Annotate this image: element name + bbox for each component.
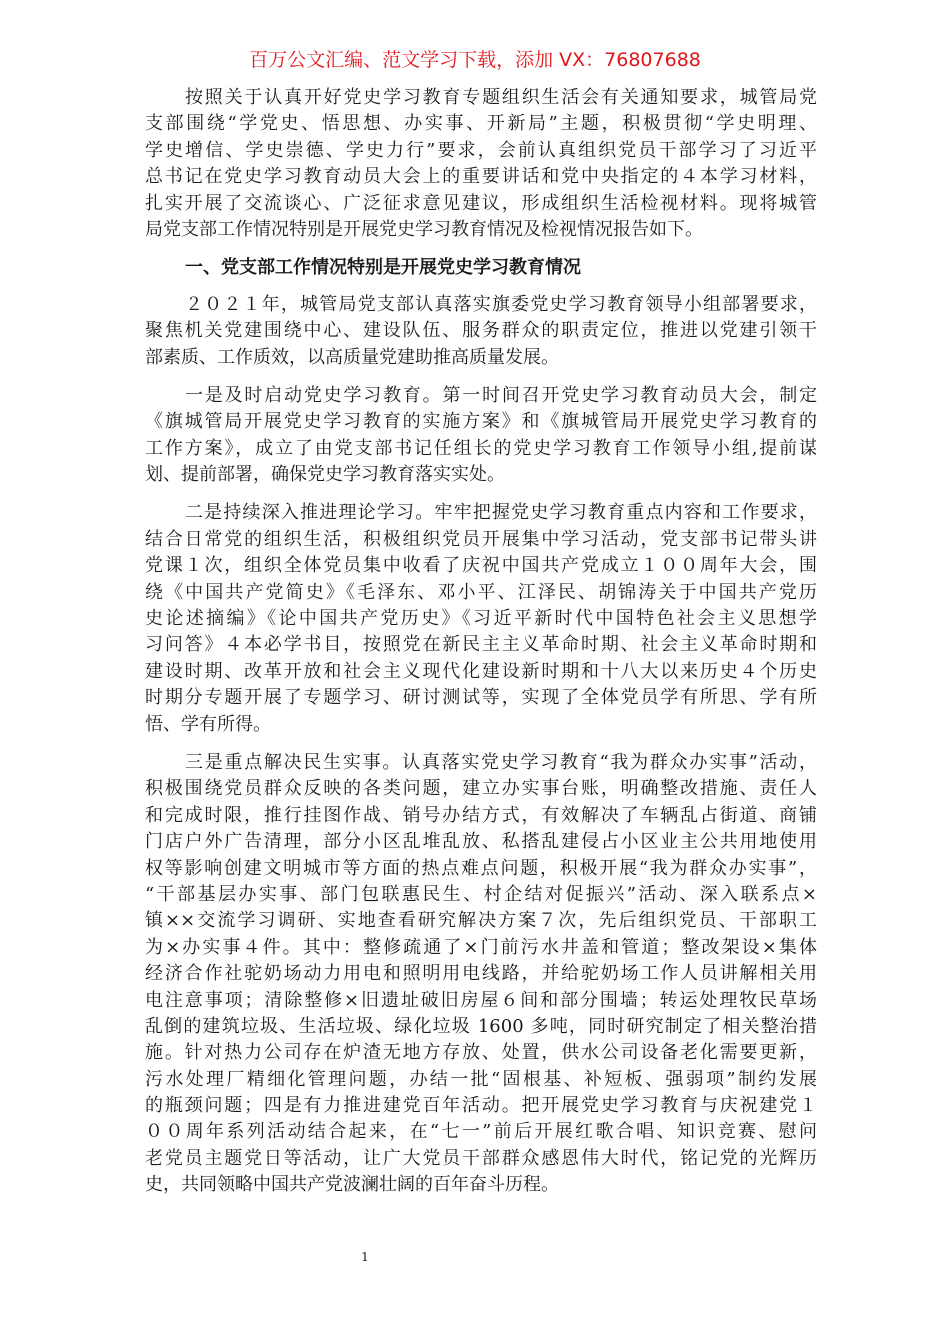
paragraph-line: 总书记在党史学习教育动员大会上的重要讲话和党中央指定的４本学习材料，: [145, 166, 817, 188]
paragraph-line: 聚焦机关党建围绕中心、建设队伍、服务群众的职责定位，推进以党建引领干: [145, 320, 817, 342]
paragraph-line: 学史增信、学史崇德、学史力行”要求，会前认真组织党员干部学习了习近平: [145, 139, 817, 161]
paragraph-line: 门店户外广告清理，部分小区乱堆乱放、私搭乱建侵占小区业主公共用地使用: [145, 831, 817, 853]
paragraph-line: 施。针对热力公司存在炉渣无地方存放、处置，供水公司设备老化需要更新，: [145, 1042, 817, 1064]
paragraph-line: “干部基层办实事、部门包联惠民生、村企结对促振兴”活动、深入联系点×: [145, 883, 817, 905]
paragraph-line: 划、提前部署，确保党史学习教育落实实处。: [145, 464, 505, 486]
paragraph: [145, 85, 817, 243]
paragraph-line: 结合日常党的组织生活，积极组织党员开展集中学习活动，党支部书记带头讲: [145, 528, 817, 550]
page-number: 1: [361, 1250, 369, 1264]
document-body: [145, 85, 817, 1211]
paragraph-line: 史论述摘编》《论中国共产党历史》《习近平新时代中国特色社会主义思想学: [145, 608, 817, 630]
watermark-banner: 百万公文汇编、范文学习下载，添加 VX：76807688: [249, 49, 701, 71]
paragraph-line: 建设时期、改革开放和社会主义现代化建设新时期和十八大以来历史４个历史: [145, 660, 817, 682]
paragraph-line: 绕《中国共产党简史》《毛泽东、邓小平、江泽民、胡锦涛关于中国共产党历: [145, 581, 817, 603]
paragraph-line: 污水处理厂精细化管理问题，办结一批“固根基、补短板、强弱项”制约发展: [145, 1068, 817, 1090]
paragraph-line: 工作方案》，成立了由党支部书记任组长的党史学习教育工作领导小组,提前谋: [145, 437, 817, 459]
paragraph-line: 一是及时启动党史学习教育。第一时间召开党史学习教育动员大会，制定: [185, 384, 817, 406]
paragraph-line: 电注意事项；清除整修×旧遗址破旧房屋６间和部分围墙；转运处理牧民草场: [145, 989, 817, 1011]
paragraph-line: 支部围绕“学党史、悟思想、办实事、开新局”主题，积极贯彻“学史明理、: [145, 113, 817, 135]
paragraph-line: 三是重点解决民生实事。认真落实党史学习教育“我为群众办实事”活动，: [185, 752, 817, 773]
section-body: [145, 292, 817, 1199]
paragraph: [145, 383, 817, 489]
paragraph-line: 时期分专题开展了专题学习、研讨测试等，实现了全体党员学有所思、学有所: [145, 687, 817, 709]
paragraph-line: 二是持续深入推进理论学习。牢牢把握党史学习教育重点内容和工作要求，: [185, 502, 817, 524]
paragraph: [145, 292, 817, 371]
paragraph-line: 老党员主题党日等活动，让广大党员干部群众感恩伟大时代，铭记党的光辉历: [145, 1147, 817, 1169]
paragraph-line: ００周年系列活动结合起来，在“七一”前后开展红歌合唱、知识竞赛、慰问: [145, 1121, 817, 1143]
paragraph-line: 按照关于认真开好党史学习教育专题组织生活会有关通知要求，城管局党: [185, 87, 817, 108]
section-heading: 一、党支部工作情况特别是开展党史学习教育情况: [185, 257, 581, 279]
paragraph-line: 乱倒的建筑垃圾、生活垃圾、绿化垃圾 1600 多吨，同时研究制定了相关整治措: [145, 1015, 817, 1037]
paragraph-line: 积极围绕党员群众反映的各类问题，建立办实事台账，明确整改措施、责任人: [145, 778, 817, 800]
paragraph-line: 局党支部工作情况特别是开展党史学习教育情况及检视情况报告如下。: [145, 218, 703, 240]
paragraph-line: 权等影响创建文明城市等方面的热点难点问题，积极开展“我为群众办实事”，: [145, 857, 817, 879]
paragraph-line: 的瓶颈问题；四是有力推进建党百年活动。把开展党史学习教育与庆祝建党１: [145, 1095, 817, 1117]
paragraph-line: 史，共同领略中国共产党波澜壮阔的百年奋斗历程。: [145, 1174, 559, 1196]
paragraph-line: 为×办实事４件。其中：整修疏通了×门前污水井盖和管道；整改架设×集体: [145, 936, 817, 958]
paragraph-line: 经济合作社驼奶场动力用电和照明用电线路，并给驼奶场工作人员讲解相关用: [145, 963, 817, 985]
paragraph-line: 党课１次，组织全体党员集中收看了庆祝中国共产党成立１００周年大会，围: [145, 555, 817, 577]
paragraph-line: 《旗城管局开展党史学习教育的实施方案》和《旗城管局开展党史学习教育的: [145, 411, 817, 433]
paragraph-line: 悟、学有所得。: [145, 713, 271, 735]
intro-section: [145, 85, 817, 243]
paragraph: [145, 500, 817, 738]
paragraph-line: 部素质、工作质效，以高质量党建助推高质量发展。: [145, 346, 559, 368]
paragraph-line: ２０２１年，城管局党支部认真落实旗委党史学习教育领导小组部署要求，: [185, 293, 817, 315]
paragraph: [145, 750, 817, 1199]
paragraph-line: 习问答》４本必学书目，按照党在新民主主义革命时期、社会主义革命时期和: [145, 634, 817, 656]
paragraph-line: 扎实开展了交流谈心、广泛征求意见建议，形成组织生活检视材料。现将城管: [145, 192, 817, 214]
paragraph-line: 镇××交流学习调研、实地查看研究解决方案７次，先后组织党员、干部职工: [145, 910, 817, 932]
paragraph-line: 和完成时限，推行挂图作战、销号办结方式，有效解决了车辆乱占街道、商铺: [145, 804, 817, 826]
